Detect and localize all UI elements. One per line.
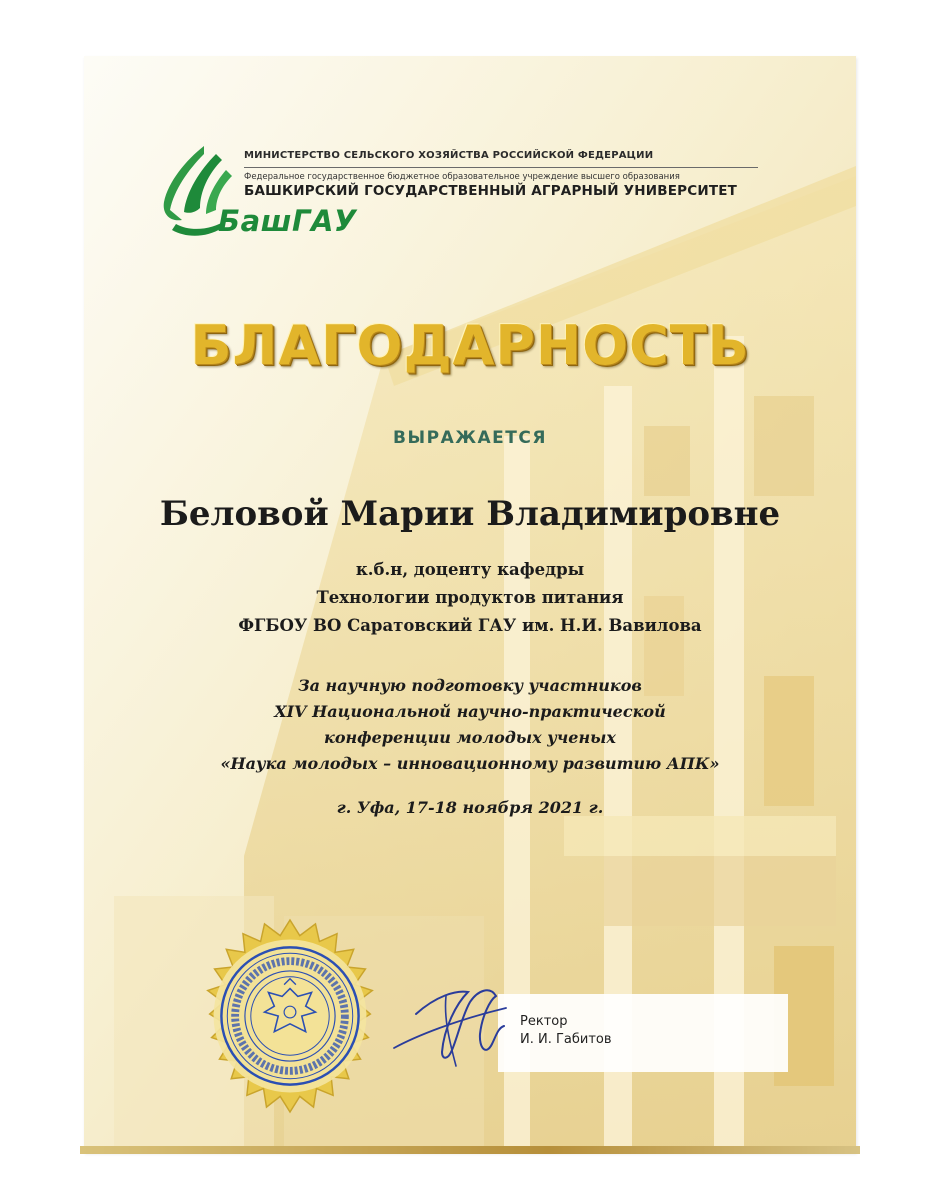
federal-institution-line: Федеральное государственное бюджетное образовательное учреждение высшего образования [244, 172, 680, 182]
official-seal-icon [192, 918, 388, 1114]
rector-signature-icon [386, 956, 526, 1074]
position-line-3: ФГБОУ ВО Саратовский ГАУ им. Н.И. Вавилова [238, 616, 702, 635]
university-header [156, 140, 756, 250]
brand-logo-text: БашГАУ [218, 204, 357, 238]
certificate-title: БЛАГОДАРНОСТЬ [190, 314, 750, 377]
ministry-name: МИНИСТЕРСТВО СЕЛЬСКОГО ХОЗЯЙСТВА РОССИЙСКОЙ ФЕДЕРАЦИИ [244, 150, 654, 161]
header-divider [244, 167, 758, 168]
reason-line-1: За научную подготовку участников [298, 676, 642, 695]
reason-line-2: XIV Национальной научно-практической [274, 702, 666, 721]
place-date: г. Уфа, 17-18 ноября 2021 г. [336, 798, 604, 817]
bottom-gold-strip [80, 1146, 860, 1154]
reason-line-4: «Наука молодых – инновационному развитию АПК» [220, 754, 720, 773]
position-line-1: к.б.н, доценту кафедры [355, 560, 585, 579]
rector-name: И. И. Габитов [520, 1032, 612, 1047]
university-name: БАШКИРСКИЙ ГОСУДАРСТВЕННЫЙ АГРАРНЫЙ УНИВЕРСИТЕТ [244, 183, 738, 199]
rector-signature-box [498, 994, 788, 1072]
certificate-sheet [84, 56, 856, 1152]
reason-line-3: конференции молодых ученых [324, 728, 616, 747]
position-line-2: Технологии продуктов питания [316, 588, 624, 607]
recipient-name: Беловой Марии Владимировне [159, 494, 781, 534]
expresses-text: ВЫРАЖАЕТСЯ [393, 428, 547, 448]
rector-label: Ректор [520, 1014, 568, 1029]
